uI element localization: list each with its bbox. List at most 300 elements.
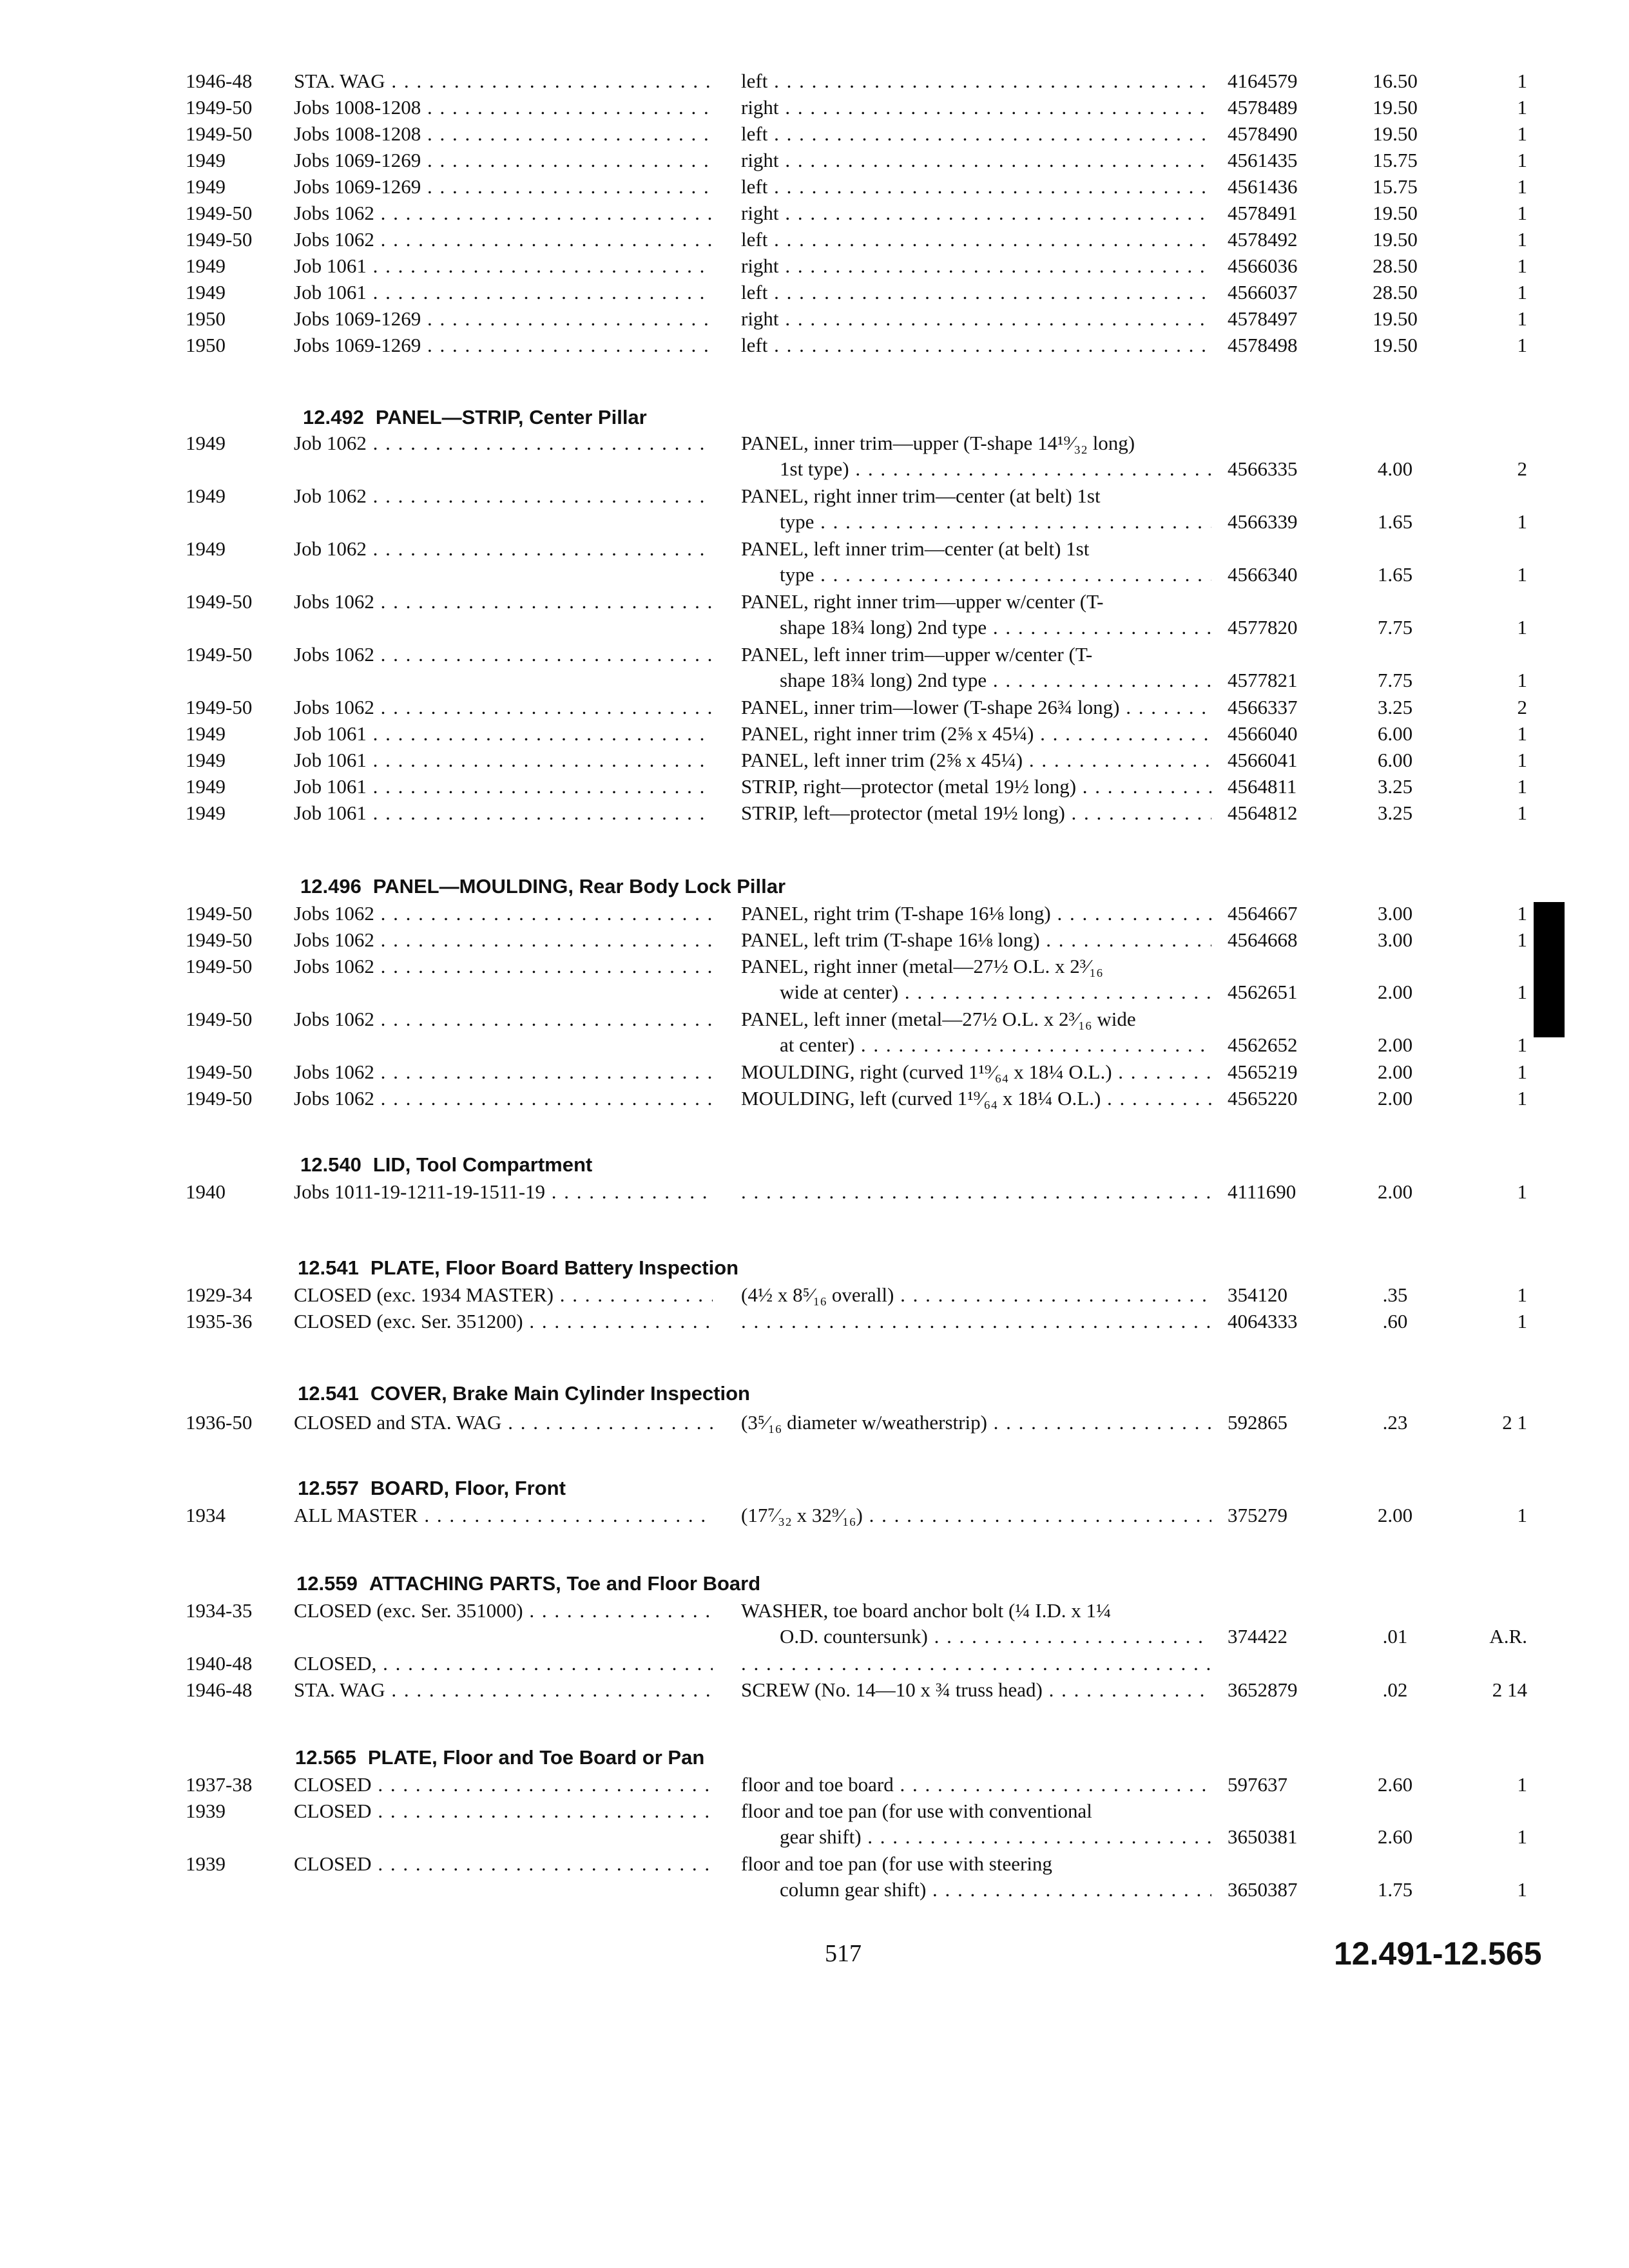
section-header-12-559 bbox=[296, 1572, 760, 1595]
price-cell: 1.75 bbox=[1377, 1878, 1413, 1901]
quantity-cell: 1 bbox=[1517, 228, 1527, 251]
table-row bbox=[0, 901, 1629, 928]
description-cell bbox=[741, 1179, 1211, 1205]
model-cell: CLOSED . . . bbox=[294, 1798, 713, 1824]
price-cell: .02 bbox=[1382, 1678, 1408, 1701]
year-cell: 1949 bbox=[186, 432, 226, 454]
year-cell: 1950 bbox=[186, 334, 226, 356]
quantity-cell: 1 bbox=[1517, 1878, 1527, 1901]
description-cell: (3⁵⁄₁₆ diameter w/weatherstrip) . . . bbox=[741, 1410, 1211, 1436]
year-cell: 1950 bbox=[186, 307, 226, 330]
table-row bbox=[0, 1598, 1629, 1651]
quantity-cell: 1 bbox=[1517, 802, 1527, 824]
model-cell: STA. WAG . . . bbox=[294, 1677, 713, 1703]
table-row bbox=[0, 430, 1629, 483]
year-cell: 1934 bbox=[186, 1504, 226, 1526]
description-cell: left . . . bbox=[741, 332, 1211, 358]
price-cell: 2.00 bbox=[1377, 1087, 1413, 1110]
price-cell: .23 bbox=[1382, 1411, 1408, 1434]
year-cell: 1949-50 bbox=[186, 122, 253, 145]
model-cell: Jobs 1062 . . . bbox=[294, 589, 713, 615]
quantity-cell: 1 bbox=[1517, 928, 1527, 951]
description-cell-continued: wide at center) . . . bbox=[780, 979, 1211, 1005]
quantity-cell: 1 bbox=[1517, 563, 1527, 586]
table-row bbox=[0, 174, 1629, 201]
year-cell: 1949 bbox=[186, 749, 226, 771]
year-cell: 1940 bbox=[186, 1180, 226, 1203]
part-number-cell: 4564667 bbox=[1228, 902, 1298, 925]
table-row bbox=[0, 1006, 1629, 1059]
description-cell: (4½ x 8⁵⁄₁₆ overall) . . . bbox=[741, 1282, 1211, 1308]
model-cell: Job 1061 . . . bbox=[294, 800, 713, 826]
section-header-12-541-plate bbox=[298, 1256, 738, 1280]
model-cell: Jobs 1062 . . . bbox=[294, 1059, 713, 1085]
description-cell: SCREW (No. 14—10 x ¾ truss head) . . . bbox=[741, 1677, 1211, 1703]
description-cell: right . . . bbox=[741, 253, 1211, 279]
section-number: 12.492 bbox=[303, 406, 364, 428]
table-row bbox=[0, 1798, 1629, 1851]
description-cell: left . . . bbox=[741, 227, 1211, 253]
quantity-cell: 1 bbox=[1517, 722, 1527, 745]
description-cell: floor and toe board . . . bbox=[741, 1772, 1211, 1798]
table-row bbox=[0, 253, 1629, 280]
description-cell: STRIP, left—protector (metal 19½ long) . . . bbox=[741, 800, 1211, 826]
part-number-cell: 4566337 bbox=[1228, 696, 1298, 718]
quantity-cell: 1 bbox=[1517, 1283, 1527, 1306]
description-cell: PANEL, inner trim—upper (T-shape 14¹⁹⁄₃₂ long) bbox=[741, 432, 1135, 454]
price-cell: 19.50 bbox=[1373, 96, 1418, 119]
price-cell: 3.25 bbox=[1377, 696, 1413, 718]
table-row bbox=[0, 121, 1629, 148]
table-row bbox=[0, 1410, 1629, 1437]
part-number-cell: 597637 bbox=[1228, 1773, 1287, 1796]
model-cell: CLOSED, . . . bbox=[294, 1651, 713, 1677]
quantity-cell: 1 bbox=[1517, 70, 1527, 92]
description-cell: PANEL, right trim (T-shape 16⅛ long) . . . bbox=[741, 901, 1211, 927]
quantity-cell: 1 bbox=[1517, 175, 1527, 198]
description-cell: PANEL, left inner trim—upper w/center (T- bbox=[741, 643, 1093, 666]
quantity-cell: 1 bbox=[1517, 1180, 1527, 1203]
section-title: COVER, Brake Main Cylinder Inspection bbox=[370, 1382, 750, 1405]
description-cell-continued: shape 18¾ long) 2nd type . . . bbox=[780, 615, 1211, 640]
price-cell: 28.50 bbox=[1373, 255, 1418, 277]
price-cell: 19.50 bbox=[1373, 122, 1418, 145]
section-title: BOARD, Floor, Front bbox=[370, 1477, 566, 1499]
description-cell-continued: gear shift) . . . bbox=[780, 1824, 1211, 1850]
part-number-cell: 4565219 bbox=[1228, 1061, 1298, 1083]
description-cell: WASHER, toe board anchor bolt (¼ I.D. x 1¼ bbox=[741, 1599, 1112, 1622]
description-cell bbox=[741, 1309, 1211, 1334]
table-row bbox=[0, 954, 1629, 1006]
part-number-cell: 4111690 bbox=[1228, 1180, 1296, 1203]
table-row bbox=[0, 1179, 1629, 1206]
price-cell: 3.25 bbox=[1377, 802, 1413, 824]
year-cell: 1949 bbox=[186, 255, 226, 277]
section-header-12-557 bbox=[298, 1477, 566, 1500]
table-row bbox=[0, 1309, 1629, 1336]
table-row bbox=[0, 306, 1629, 333]
section-title: PANEL—MOULDING, Rear Body Lock Pillar bbox=[372, 875, 786, 898]
quantity-cell: 1 bbox=[1517, 1825, 1527, 1848]
quantity-cell: 2 bbox=[1517, 696, 1527, 718]
description-cell: PANEL, right inner (metal—27½ O.L. x 2³⁄₁₆ bbox=[741, 955, 1103, 977]
description-cell: right . . . bbox=[741, 306, 1211, 332]
section-title: PLATE, Floor and Toe Board or Pan bbox=[367, 1746, 705, 1769]
section-header-12-541-cover bbox=[298, 1382, 750, 1405]
model-cell: Jobs 1062 . . . bbox=[294, 227, 713, 253]
quantity-cell: 1 bbox=[1517, 616, 1527, 639]
section-header-12-492 bbox=[303, 406, 647, 429]
section-title: ATTACHING PARTS, Toe and Floor Board bbox=[369, 1572, 761, 1595]
year-cell: 1940-48 bbox=[186, 1652, 253, 1675]
model-cell: Jobs 1062 . . . bbox=[294, 642, 713, 668]
model-cell: CLOSED . . . bbox=[294, 1772, 713, 1798]
part-number-cell: 4164579 bbox=[1228, 70, 1298, 92]
description-cell: PANEL, right inner trim—center (at belt) 1st bbox=[741, 485, 1101, 507]
year-cell: 1946-48 bbox=[186, 1678, 253, 1701]
model-cell: Jobs 1069-1269 . . . bbox=[294, 174, 713, 200]
quantity-cell: 1 bbox=[1517, 96, 1527, 119]
price-cell: 2.00 bbox=[1377, 1033, 1413, 1056]
description-cell: right . . . bbox=[741, 148, 1211, 173]
model-cell: STA. WAG . . . bbox=[294, 68, 713, 94]
description-cell-continued: 1st type) . . . bbox=[780, 456, 1211, 482]
price-cell: 19.50 bbox=[1373, 228, 1418, 251]
model-cell: Jobs 1062 . . . bbox=[294, 954, 713, 979]
quantity-cell: 1 bbox=[1517, 1087, 1527, 1110]
price-cell: 2.60 bbox=[1377, 1825, 1413, 1848]
quantity-cell: 1 bbox=[1517, 1504, 1527, 1526]
part-number-cell: 4578489 bbox=[1228, 96, 1298, 119]
model-cell: Jobs 1062 . . . bbox=[294, 927, 713, 953]
quantity-cell: 1 bbox=[1517, 281, 1527, 303]
section-title: LID, Tool Compartment bbox=[372, 1153, 593, 1176]
model-cell: Jobs 1062 . . . bbox=[294, 200, 713, 226]
quantity-cell: 1 bbox=[1517, 775, 1527, 798]
year-cell: 1949-50 bbox=[186, 1061, 253, 1083]
part-number-cell: 4561435 bbox=[1228, 149, 1298, 171]
table-row bbox=[0, 1086, 1629, 1113]
price-cell: .60 bbox=[1382, 1310, 1408, 1332]
section-header-12-540 bbox=[300, 1153, 592, 1177]
description-cell: floor and toe pan (for use with conventional bbox=[741, 1800, 1092, 1822]
description-cell: MOULDING, left (curved 1¹⁹⁄₆₄ x 18¼ O.L.) . . . bbox=[741, 1086, 1211, 1111]
part-number-cell: 4577821 bbox=[1228, 669, 1298, 691]
model-cell: Jobs 1069-1269 . . . bbox=[294, 306, 713, 332]
year-cell: 1949-50 bbox=[186, 902, 253, 925]
part-number-cell: 4578498 bbox=[1228, 334, 1298, 356]
model-cell: Job 1061 . . . bbox=[294, 774, 713, 800]
description-cell-continued: type . . . bbox=[780, 562, 1211, 588]
part-number-cell: 4561436 bbox=[1228, 175, 1298, 198]
year-cell: 1949-50 bbox=[186, 1087, 253, 1110]
section-number: 12.565 bbox=[295, 1746, 356, 1769]
price-cell: 6.00 bbox=[1377, 749, 1413, 771]
year-cell: 1936-50 bbox=[186, 1411, 253, 1434]
year-cell: 1949-50 bbox=[186, 955, 253, 977]
table-row bbox=[0, 800, 1629, 827]
part-number-cell: 375279 bbox=[1228, 1504, 1287, 1526]
model-cell: Job 1061 . . . bbox=[294, 747, 713, 773]
description-cell: right . . . bbox=[741, 95, 1211, 120]
year-cell: 1949 bbox=[186, 775, 226, 798]
quantity-cell: 1 bbox=[1517, 307, 1527, 330]
table-row bbox=[0, 1503, 1629, 1530]
quantity-cell: 2 14 bbox=[1492, 1678, 1527, 1701]
description-cell: PANEL, inner trim—lower (T-shape 26¾ long) . . . bbox=[741, 695, 1211, 720]
model-cell: Jobs 1069-1269 . . . bbox=[294, 148, 713, 173]
part-number-cell: 4577820 bbox=[1228, 616, 1298, 639]
part-number-cell: 3652879 bbox=[1228, 1678, 1298, 1701]
quantity-cell: 1 bbox=[1517, 749, 1527, 771]
quantity-cell: 1 bbox=[1517, 510, 1527, 533]
quantity-cell: 1 bbox=[1517, 255, 1527, 277]
part-number-cell: 4566036 bbox=[1228, 255, 1298, 277]
model-cell: Job 1062 . . . bbox=[294, 536, 713, 562]
price-cell: 2.00 bbox=[1377, 1180, 1413, 1203]
table-row bbox=[0, 1282, 1629, 1309]
description-cell: PANEL, right inner trim—upper w/center (T- bbox=[741, 590, 1104, 613]
table-row bbox=[0, 721, 1629, 748]
model-cell: Jobs 1062 . . . bbox=[294, 1006, 713, 1032]
table-row bbox=[0, 280, 1629, 307]
year-cell: 1949 bbox=[186, 149, 226, 171]
quantity-cell: 1 bbox=[1517, 122, 1527, 145]
year-cell: 1949-50 bbox=[186, 590, 253, 613]
part-number-cell: 4562652 bbox=[1228, 1033, 1298, 1056]
part-number-cell: 4566335 bbox=[1228, 457, 1298, 480]
quantity-cell: 1 bbox=[1517, 1310, 1527, 1332]
table-row bbox=[0, 483, 1629, 536]
page-number: 517 bbox=[825, 1940, 862, 1967]
model-cell: Jobs 1062 . . . bbox=[294, 901, 713, 927]
model-cell: ALL MASTER . . . bbox=[294, 1503, 713, 1528]
year-cell: 1949-50 bbox=[186, 643, 253, 666]
part-number-cell: 4564811 bbox=[1228, 775, 1297, 798]
part-number-cell: 3650381 bbox=[1228, 1825, 1298, 1848]
part-number-cell: 4564668 bbox=[1228, 928, 1298, 951]
section-title: PLATE, Floor Board Battery Inspection bbox=[370, 1256, 739, 1279]
table-row bbox=[0, 695, 1629, 722]
price-cell: 7.75 bbox=[1377, 669, 1413, 691]
model-cell: Job 1061 . . . bbox=[294, 721, 713, 747]
description-cell: left . . . bbox=[741, 174, 1211, 200]
price-cell: 28.50 bbox=[1373, 281, 1418, 303]
part-number-cell: 4578492 bbox=[1228, 228, 1298, 251]
price-cell: 6.00 bbox=[1377, 722, 1413, 745]
model-cell: Jobs 1008-1208 . . . bbox=[294, 95, 713, 120]
table-row bbox=[0, 227, 1629, 254]
quantity-cell: 1 bbox=[1517, 202, 1527, 224]
section-number: 12.541 bbox=[298, 1382, 359, 1405]
quantity-cell: 1 bbox=[1517, 902, 1527, 925]
year-cell: 1939 bbox=[186, 1852, 226, 1875]
description-cell-continued: at center) . . . bbox=[780, 1032, 1211, 1058]
description-cell: left . . . bbox=[741, 68, 1211, 94]
year-cell: 1949-50 bbox=[186, 928, 253, 951]
section-number: 12.559 bbox=[296, 1572, 358, 1595]
table-row bbox=[0, 1851, 1629, 1904]
section-range: 12.491-12.565 bbox=[1334, 1936, 1542, 1972]
table-row bbox=[0, 642, 1629, 695]
price-cell: 4.00 bbox=[1377, 457, 1413, 480]
description-cell: PANEL, left inner trim (2⅝ x 45¼) . . . bbox=[741, 747, 1211, 773]
model-cell: Job 1061 . . . bbox=[294, 253, 713, 279]
part-number-cell: 4566040 bbox=[1228, 722, 1298, 745]
description-cell: PANEL, left inner trim—center (at belt) 1st bbox=[741, 537, 1090, 560]
part-number-cell: 4578490 bbox=[1228, 122, 1298, 145]
year-cell: 1937-38 bbox=[186, 1773, 253, 1796]
price-cell: 1.65 bbox=[1377, 510, 1413, 533]
part-number-cell: 374422 bbox=[1228, 1625, 1287, 1648]
part-number-cell: 4578497 bbox=[1228, 307, 1298, 330]
quantity-cell: 1 bbox=[1517, 149, 1527, 171]
year-cell: 1949-50 bbox=[186, 202, 253, 224]
year-cell: 1949 bbox=[186, 537, 226, 560]
year-cell: 1949 bbox=[186, 802, 226, 824]
quantity-cell: 1 bbox=[1517, 1773, 1527, 1796]
quantity-cell: 1 bbox=[1517, 1061, 1527, 1083]
table-row bbox=[0, 95, 1629, 122]
part-number-cell: 4064333 bbox=[1228, 1310, 1298, 1332]
model-cell: CLOSED (exc. Ser. 351200) . . . bbox=[294, 1309, 713, 1334]
description-cell-continued: O.D. countersunk) . . . bbox=[780, 1624, 1211, 1649]
year-cell: 1949-50 bbox=[186, 696, 253, 718]
part-number-cell: 4578491 bbox=[1228, 202, 1298, 224]
part-number-cell: 3650387 bbox=[1228, 1878, 1298, 1901]
model-cell: Jobs 1008-1208 . . . bbox=[294, 121, 713, 147]
description-cell: floor and toe pan (for use with steering bbox=[741, 1852, 1052, 1875]
table-row bbox=[0, 536, 1629, 589]
section-header-12-496 bbox=[300, 875, 786, 898]
price-cell: 19.50 bbox=[1373, 202, 1418, 224]
part-number-cell: 4566340 bbox=[1228, 563, 1298, 586]
part-number-cell: 4564812 bbox=[1228, 802, 1298, 824]
table-row bbox=[0, 774, 1629, 801]
year-cell: 1949-50 bbox=[186, 228, 253, 251]
description-cell-continued: type . . . bbox=[780, 509, 1211, 535]
model-cell: Job 1061 . . . bbox=[294, 280, 713, 305]
description-cell: left . . . bbox=[741, 121, 1211, 147]
quantity-cell: A.R. bbox=[1489, 1625, 1527, 1648]
part-number-cell: 354120 bbox=[1228, 1283, 1287, 1306]
price-cell: 19.50 bbox=[1373, 307, 1418, 330]
description-cell: (17⁷⁄₃₂ x 32⁹⁄₁₆) . . . bbox=[741, 1503, 1211, 1528]
model-cell: CLOSED and STA. WAG . . . bbox=[294, 1410, 713, 1436]
year-cell: 1949-50 bbox=[186, 1008, 253, 1030]
table-row bbox=[0, 747, 1629, 774]
table-row bbox=[0, 68, 1629, 95]
model-cell: Jobs 1062 . . . bbox=[294, 1086, 713, 1111]
section-number: 12.496 bbox=[300, 875, 361, 898]
model-cell: Jobs 1062 . . . bbox=[294, 695, 713, 720]
table-row bbox=[0, 589, 1629, 642]
description-cell: right . . . bbox=[741, 200, 1211, 226]
price-cell: 16.50 bbox=[1373, 70, 1418, 92]
part-number-cell: 4565220 bbox=[1228, 1087, 1298, 1110]
part-number-cell: 4566041 bbox=[1228, 749, 1298, 771]
year-cell: 1949 bbox=[186, 722, 226, 745]
quantity-cell: 1 bbox=[1517, 669, 1527, 691]
description-cell-continued: column gear shift) . . . bbox=[780, 1877, 1211, 1903]
year-cell: 1949 bbox=[186, 281, 226, 303]
price-cell: .01 bbox=[1382, 1625, 1408, 1648]
model-cell: CLOSED (exc. Ser. 351000) . . . bbox=[294, 1598, 713, 1624]
model-cell: CLOSED . . . bbox=[294, 1851, 713, 1877]
price-cell: 15.75 bbox=[1373, 149, 1418, 171]
model-cell: Jobs 1011-19-1211-19-1511-19 . . . bbox=[294, 1179, 713, 1205]
table-row bbox=[0, 200, 1629, 227]
thumb-index-tab bbox=[1534, 902, 1565, 1037]
model-cell: Job 1062 . . . bbox=[294, 483, 713, 509]
price-cell: 2.00 bbox=[1377, 1504, 1413, 1526]
description-cell: left . . . bbox=[741, 280, 1211, 305]
description-cell: PANEL, left trim (T-shape 16⅛ long) . . . bbox=[741, 927, 1211, 953]
table-row bbox=[0, 1677, 1629, 1704]
quantity-cell: 1 bbox=[1517, 334, 1527, 356]
price-cell: 1.65 bbox=[1377, 563, 1413, 586]
table-row bbox=[0, 1059, 1629, 1086]
description-cell: MOULDING, right (curved 1¹⁹⁄₆₄ x 18¼ O.L.) . . . bbox=[741, 1059, 1211, 1085]
price-cell: 2.00 bbox=[1377, 981, 1413, 1003]
price-cell: 3.25 bbox=[1377, 775, 1413, 798]
quantity-cell: 2 1 bbox=[1502, 1411, 1527, 1434]
table-row bbox=[0, 1772, 1629, 1799]
description-cell-continued: shape 18¾ long) 2nd type . . . bbox=[780, 668, 1211, 693]
price-cell: 2.00 bbox=[1377, 1061, 1413, 1083]
price-cell: 3.00 bbox=[1377, 928, 1413, 951]
year-cell: 1949 bbox=[186, 175, 226, 198]
description-cell: PANEL, left inner (metal—27½ O.L. x 2³⁄₁₆ wide bbox=[741, 1008, 1136, 1030]
table-row bbox=[0, 148, 1629, 175]
description-cell bbox=[741, 1651, 1211, 1677]
part-number-cell: 4566037 bbox=[1228, 281, 1298, 303]
price-cell: 15.75 bbox=[1373, 175, 1418, 198]
description-cell: PANEL, right inner trim (2⅝ x 45¼) . . . bbox=[741, 721, 1211, 747]
year-cell: 1949-50 bbox=[186, 96, 253, 119]
section-header-12-565 bbox=[295, 1746, 704, 1769]
model-cell: CLOSED (exc. 1934 MASTER) . . . bbox=[294, 1282, 713, 1308]
year-cell: 1929-34 bbox=[186, 1283, 253, 1306]
section-number: 12.557 bbox=[298, 1477, 359, 1499]
year-cell: 1939 bbox=[186, 1800, 226, 1822]
quantity-cell: 1 bbox=[1517, 981, 1527, 1003]
price-cell: .35 bbox=[1382, 1283, 1408, 1306]
year-cell: 1949 bbox=[186, 485, 226, 507]
part-number-cell: 592865 bbox=[1228, 1411, 1287, 1434]
quantity-cell: 2 bbox=[1517, 457, 1527, 480]
description-cell: STRIP, right—protector (metal 19½ long) . . . bbox=[741, 774, 1211, 800]
part-number-cell: 4562651 bbox=[1228, 981, 1298, 1003]
table-row bbox=[0, 927, 1629, 954]
price-cell: 7.75 bbox=[1377, 616, 1413, 639]
model-cell: Jobs 1069-1269 . . . bbox=[294, 332, 713, 358]
price-cell: 19.50 bbox=[1373, 334, 1418, 356]
table-row bbox=[0, 1651, 1629, 1678]
part-number-cell: 4566339 bbox=[1228, 510, 1298, 533]
model-cell: Job 1062 . . . bbox=[294, 430, 713, 456]
section-number: 12.541 bbox=[298, 1256, 359, 1279]
table-row bbox=[0, 332, 1629, 360]
section-number: 12.540 bbox=[300, 1153, 361, 1176]
price-cell: 3.00 bbox=[1377, 902, 1413, 925]
price-cell: 2.60 bbox=[1377, 1773, 1413, 1796]
year-cell: 1935-36 bbox=[186, 1310, 253, 1332]
year-cell: 1934-35 bbox=[186, 1599, 253, 1622]
quantity-cell: 1 bbox=[1517, 1033, 1527, 1056]
year-cell: 1946-48 bbox=[186, 70, 253, 92]
section-title: PANEL—STRIP, Center Pillar bbox=[375, 406, 647, 428]
